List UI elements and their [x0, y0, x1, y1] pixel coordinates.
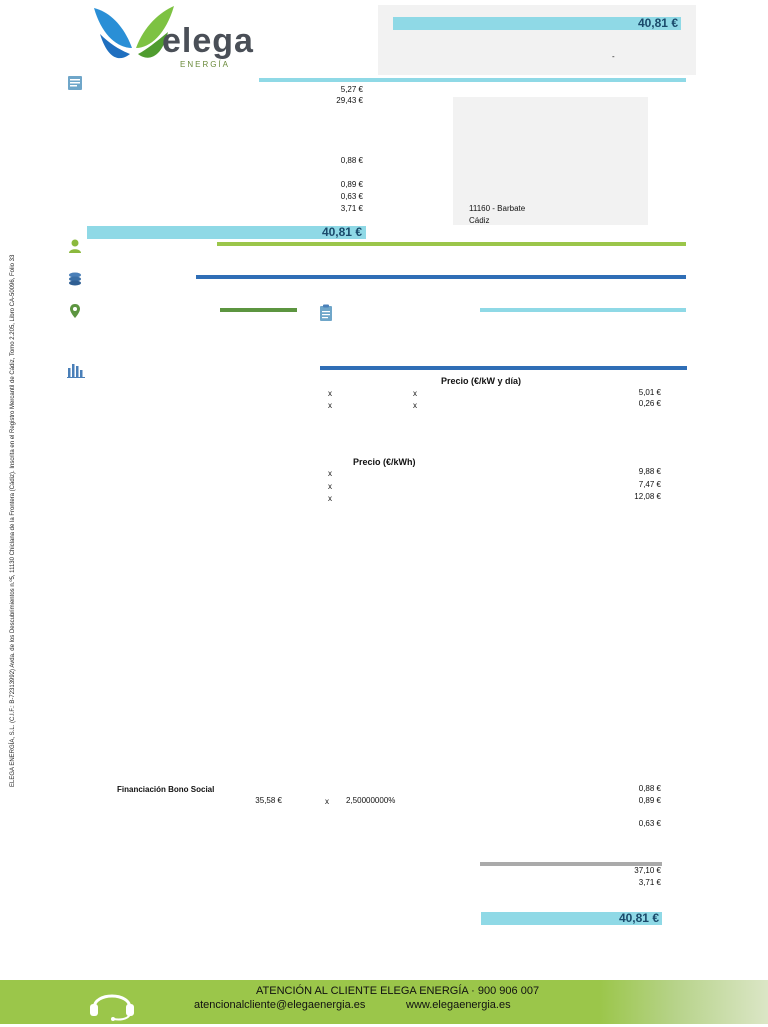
power-row-1-amount: 5,01 € [638, 388, 661, 397]
energy-row-3-amount: 12,08 € [634, 492, 661, 501]
invoice-icon [67, 75, 83, 91]
footer-web-link[interactable]: www.elegaenergia.es [406, 999, 511, 1011]
person-icon [67, 238, 83, 254]
coins-icon [67, 271, 83, 287]
bar-chart-icon [67, 362, 83, 378]
summary-total-amount: 40,81 € [321, 225, 362, 239]
footer-email-link[interactable]: atencionalcliente@elegaenergia.es [194, 999, 366, 1011]
summary-energy: 29,43 € [336, 96, 363, 105]
header-dash: - [612, 52, 615, 61]
tax-rate: 2,50000000% [346, 796, 396, 805]
bono-social-label: Financiación Bono Social [117, 785, 215, 794]
summary-bar [259, 78, 686, 82]
legal-side-text: ELEGA ENERGÍA, S.L. (C.I.F.: B-72313992) Avda. de los Descubrimientos n.º5, 11130 Chiclana de la Frontera (Cádiz). Inscrita en el Registro Mercantil de Cádiz, Tomo 2.205, Libro CA-50096, Folio 33 [10, 254, 16, 787]
energy-row-3-x: x [328, 494, 332, 503]
contract-bar [480, 308, 686, 312]
energy-row-1-x: x [328, 469, 332, 478]
address-city: 11160 - Barbate [469, 204, 526, 213]
logo-text: elega [162, 22, 254, 60]
energy-row-2-amount: 7,47 € [638, 480, 661, 489]
tax-base: 35,58 € [255, 796, 282, 805]
rent-amount: 0,63 € [638, 819, 661, 828]
final-total-amount: 40,81 € [618, 911, 659, 925]
summary-bono: 0,88 € [340, 156, 363, 165]
summary-rent: 0,63 € [340, 192, 363, 201]
tax-x: x [325, 797, 329, 806]
detail-bar [320, 366, 687, 370]
energy-row-2-x: x [328, 482, 332, 491]
iva-amount: 3,71 € [638, 878, 661, 887]
subtotal-amount: 37,10 € [634, 866, 661, 875]
address-province: Cádiz [469, 216, 490, 225]
power-row-2-x1: x [328, 401, 332, 410]
power-row-2-x2: x [413, 401, 417, 410]
clipboard-icon [319, 304, 335, 320]
header-total-amount: 40,81 € [637, 16, 678, 30]
power-row-1-x1: x [328, 389, 332, 398]
summary-iva: 3,71 € [340, 204, 363, 213]
client-bar [217, 242, 686, 246]
bono-social-amount: 0,88 € [638, 784, 661, 793]
summary-power: 5,27 € [340, 85, 363, 94]
summary-tax: 0,89 € [340, 180, 363, 189]
payment-bar [196, 275, 686, 279]
energy-price-header: Precio (€/kWh) [353, 457, 416, 467]
power-price-header: Precio (€/kW y día) [441, 376, 522, 386]
energy-row-1-amount: 9,88 € [638, 467, 661, 476]
supply-bar [220, 308, 297, 312]
logo [90, 4, 270, 70]
footer [0, 980, 768, 1024]
power-row-1-x2: x [413, 389, 417, 398]
footer-phone-line: ATENCIÓN AL CLIENTE ELEGA ENERGÍA · 900 906 007 [256, 985, 540, 997]
tax-amount: 0,89 € [638, 796, 661, 805]
headset-icon [84, 982, 140, 1022]
power-row-2-amount: 0,26 € [638, 399, 661, 408]
logo-subtext: ENERGÍA [180, 60, 231, 69]
location-pin-icon [67, 303, 83, 319]
